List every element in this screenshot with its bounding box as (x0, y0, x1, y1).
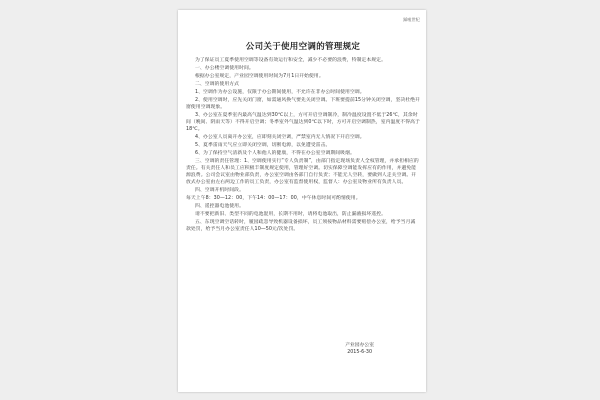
document-title: 公司关于使用空调的管理规定 (245, 42, 361, 52)
section-1-heading: 一、办公楼空调使用时间。 (195, 66, 254, 72)
signature-block (345, 342, 374, 356)
document-body (186, 58, 420, 234)
section-5-text: 五、东现空调空话转时，履园疏忽导致机器设备损坏，员工须按物品材料需要赔偿办公室，给予当月减款处罚，给予当月办公室责任人10—50元/次处罚。 (186, 220, 416, 232)
section-1-text: 根据办公室规定，产业园空调使用时间为7月1日开始使用。 (195, 74, 324, 80)
section-2-item-4: 4、办公室人员离开办公室，应即刻关闭空调，严禁室内无人情况下开启空调。 (195, 135, 365, 141)
section-2-item-2: 2、使用空调时，应先关闭门窗，如需通风换气要先关闭空调。下班要提前15分钟关闭空调，坚决杜绝开窗使用空调现象。 (186, 98, 420, 111)
section-4-text: 每天上午8：30—12：00，下午14：00—17：00，中午休息时间可酌情使用。 (186, 195, 361, 201)
section-4-heading: 四、空调开机时间段。 (195, 187, 244, 193)
header-tag: 踩啦世纪 (403, 17, 420, 22)
document-page (178, 10, 426, 392)
section-2-item-1: 1、空调作为办公设施，仅限于办公期间使用，不允许在非办公时间使用空调。 (195, 90, 365, 96)
section-remote-heading: 四、遥控器电池使用。 (195, 204, 244, 209)
intro-paragraph: 为了保证员工夏季使用空调等设备有效运行和安全，减少不必要的浪费，特制定本规定。 (195, 58, 386, 63)
section-2-item-6: 6、为了保持空气清新及个人和他人的健康，不得在办公室空调期间吸烟。 (195, 151, 355, 157)
signature-date: 2015-6-30 (347, 350, 373, 355)
section-2-heading: 二、空调的使用方式 (195, 82, 240, 88)
section-2-item-3: 3、办公室在夏季室内最高气温达到30℃以上，方可开启空调制冷，制冷温度设置不低于26℃，其余时间（晚间、阴雨天等）不得开启空调；冬季室外气温达到0℃以下时，方可开启空调制热，室内温度不得高于18℃。 (186, 113, 420, 132)
signature-department: 产业园办公室 (345, 343, 374, 348)
section-3-text: 三、空调的责任管理：1、空调使用实行“专人负责制”，由部门指定现场负责人全权管理，并承担相应的责任。有关责任人和员工应积极丰制度规定使用，管理好空调。切实保障空调能发挥应有的作用，并避免能源浪费。公司会议室由物业部负责，办公室空调由各部门自行负责；不能无人空转，要做到人走关空调。开放式办公室由左右两边工作的员工负责，办公室有监督使用权，监督人：办公室及物业所有负责人员。 (186, 159, 419, 185)
section-remote-text: 请不要把新旧、类型不同的电池混用，长期不用时，请将电池取出，防止漏液损坏遥控。 (195, 212, 386, 218)
section-2-item-5: 5、夏季雷雨天气应立即关闭空调，切断电源，以免遭受雷击。 (195, 143, 331, 149)
